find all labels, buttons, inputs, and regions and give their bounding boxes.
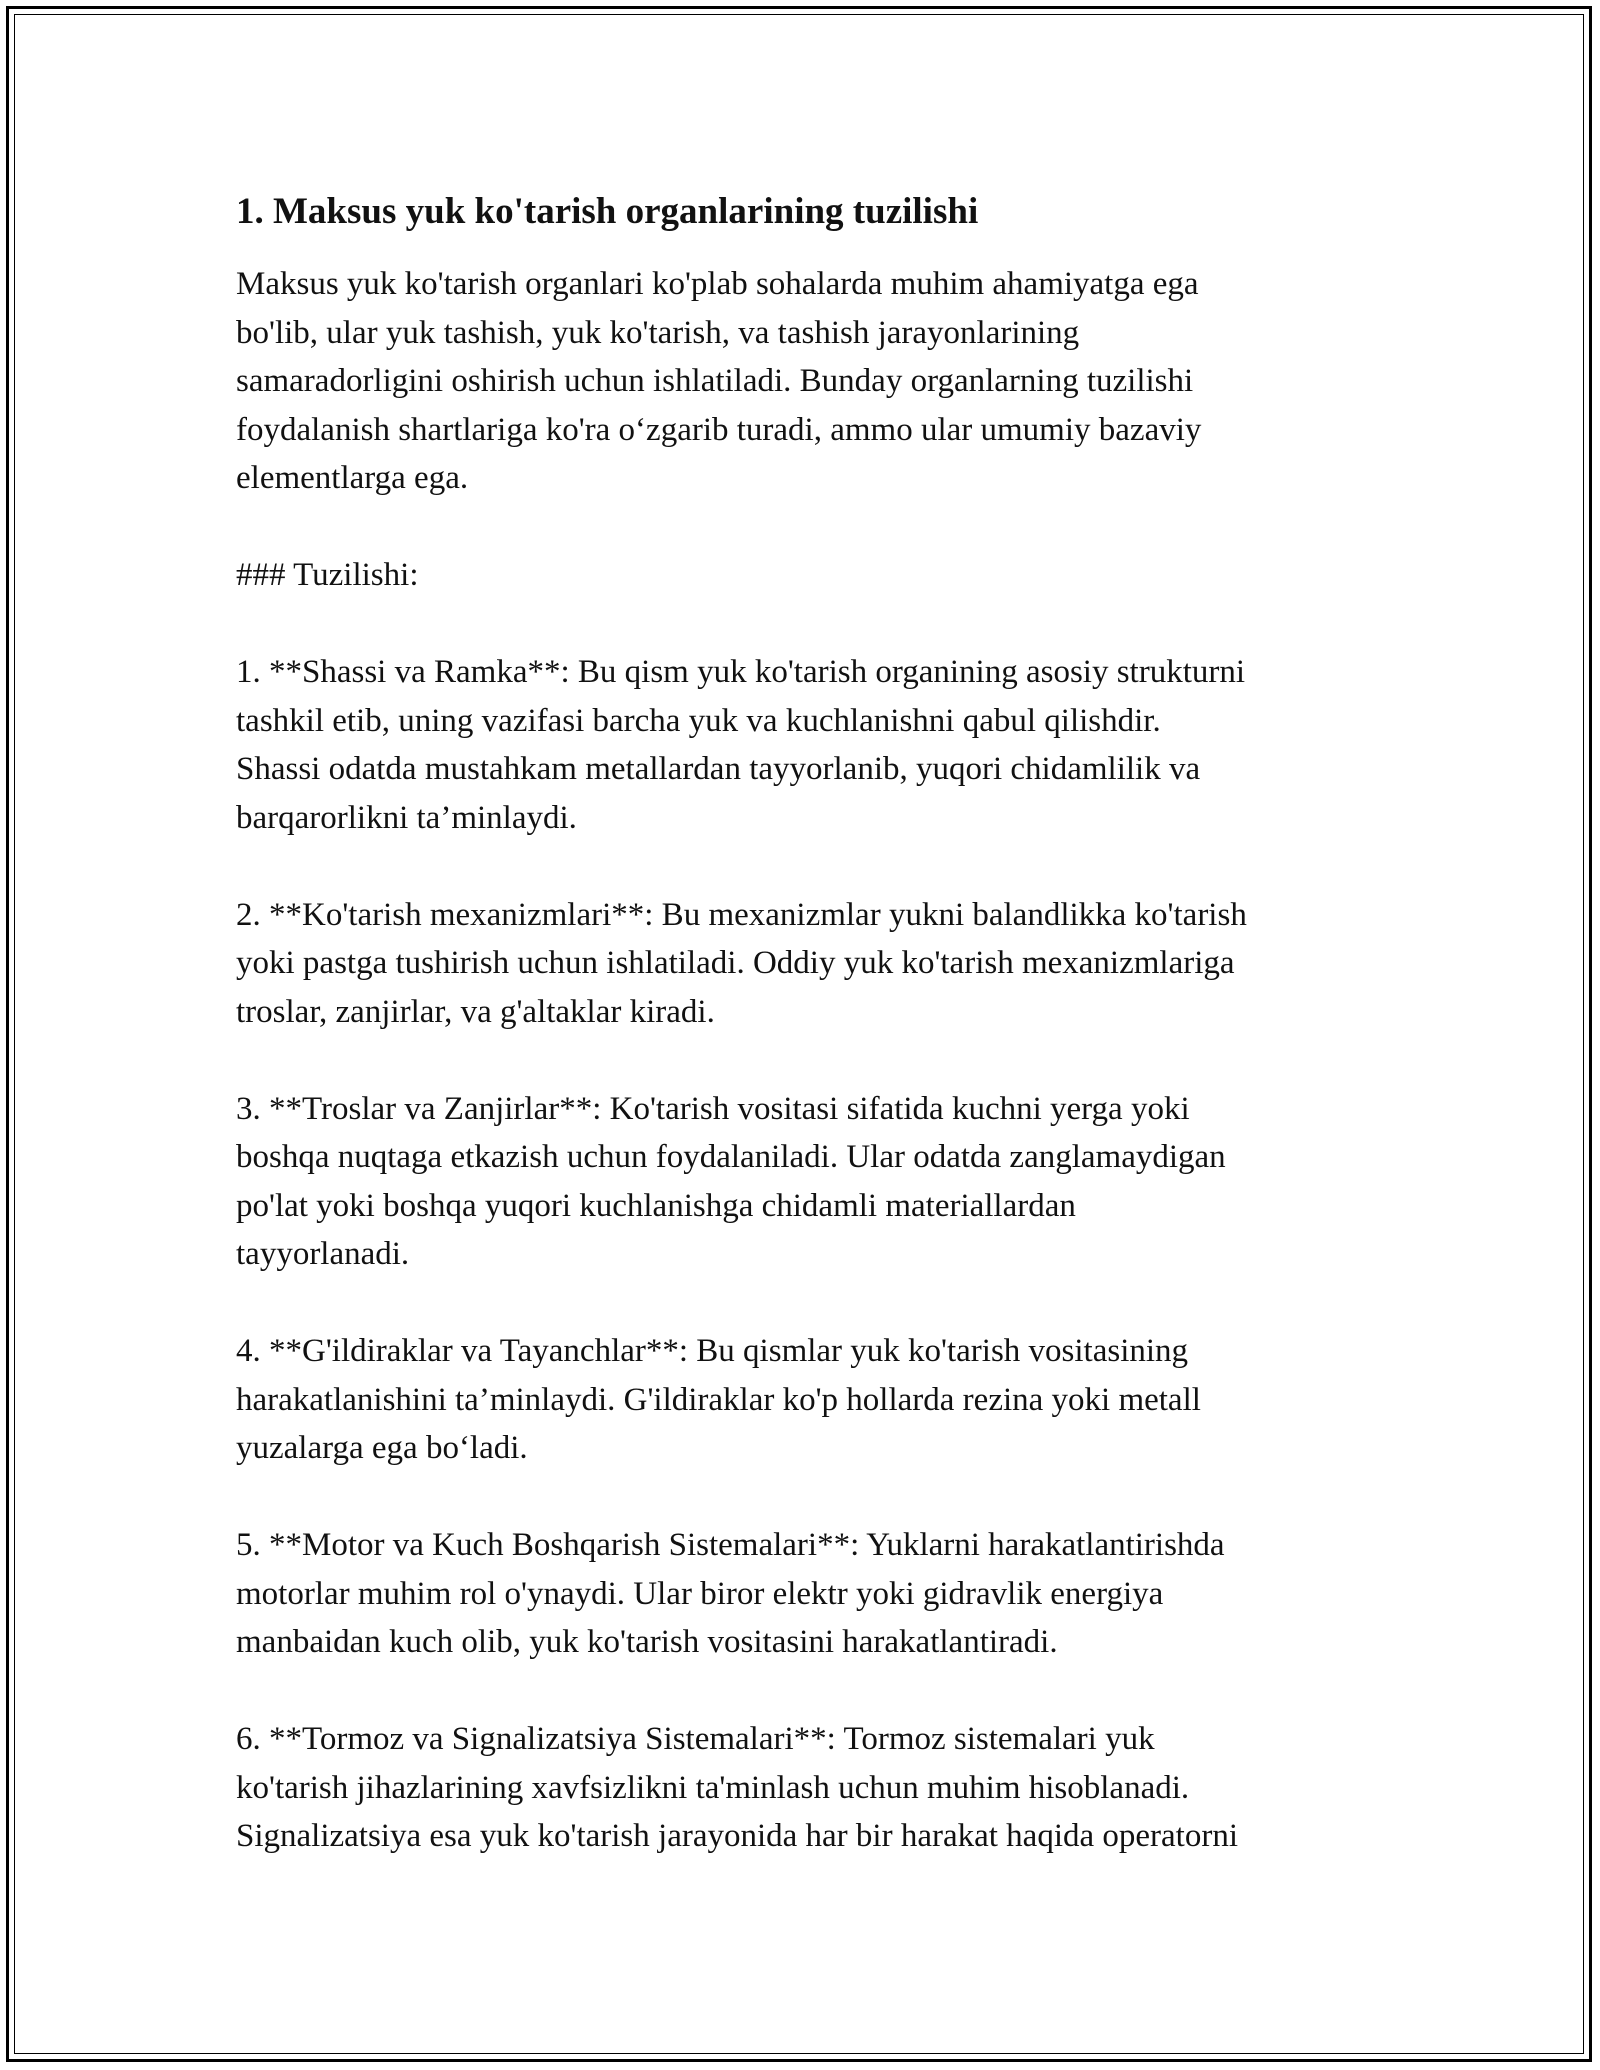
list-item-kotarish-mexanizmlari — [236, 891, 1386, 1037]
text-line: manbaidan kuch olib, yuk ko'tarish vositasini harakatlantiradi. — [236, 1624, 1058, 1660]
document-body — [236, 188, 1386, 1909]
text-line: harakatlanishini ta’minlaydi. G'ildiraklar ko'p hollarda rezina yoki metall — [236, 1381, 1201, 1418]
text-line: 1. **Shassi va Ramka**: Bu qism yuk ko'tarish organining asosiy strukturni — [236, 654, 1246, 690]
text-line: yuzalarga ega bo‘ladi. — [236, 1430, 528, 1466]
intro-paragraph — [236, 260, 1386, 503]
section-heading — [236, 551, 1386, 600]
text-line: foydalanish shartlariga ko'ra o‘zgarib turadi, ammo ular umumiy bazaviy — [236, 411, 1202, 448]
list-item-troslar — [236, 1085, 1386, 1279]
text-line: 6. **Tormoz va Signalizatsiya Sistemalari**: Tormoz sistemalari yuk — [236, 1721, 1155, 1757]
text-line: samaradorligini oshirish uchun ishlatiladi. Bunday organlarning tuzilishi — [236, 363, 1194, 399]
text-line: po'lat yoki boshqa yuqori kuchlanishga chidamli materiallardan — [236, 1187, 1076, 1224]
text-line: 2. **Ko'tarish mexanizmlari**: Bu mexanizmlar yukni balandlikka ko'tarish — [236, 896, 1247, 933]
list-item-tormoz — [236, 1715, 1386, 1861]
text-line: elementlarga ega. — [236, 460, 469, 496]
text-line: ko'tarish jihazlarining xavfsizlikni ta'minlash uchun muhim hisoblanadi. — [236, 1769, 1190, 1806]
text-line: motorlar muhim rol o'ynaydi. Ular biror elektr yoki gidravlik energiya — [236, 1575, 1164, 1612]
text-line: 4. **G'ildiraklar va Tayanchlar**: Bu qismlar yuk ko'tarish vositasining — [236, 1333, 1189, 1369]
list-item-gildiraklar — [236, 1327, 1386, 1473]
text-line: boshqa nuqtaga etkazish uchun foydalaniladi. Ular odatda zanglamaydigan — [236, 1139, 1226, 1175]
list-item-motor — [236, 1521, 1386, 1667]
text-line: barqarorlikni ta’minlaydi. — [236, 799, 577, 836]
list-item-shassi — [236, 648, 1386, 842]
text-line: ### Tuzilishi: — [236, 557, 419, 593]
text-line: 5. **Motor va Kuch Boshqarish Sistemalari**: Yuklarni harakatlantirishda — [236, 1527, 1225, 1563]
text-line: tashkil etib, uning vazifasi barcha yuk va kuchlanishni qabul qilishdir. — [236, 702, 1161, 739]
text-line: Signalizatsiya esa yuk ko'tarish jarayonida har bir harakat haqida operatorni — [236, 1818, 1239, 1854]
text-line: tayyorlanadi. — [236, 1236, 410, 1272]
text-line: yoki pastga tushirish uchun ishlatiladi. Oddiy yuk ko'tarish mexanizmlariga — [236, 945, 1235, 981]
text-line: Shassi odatda mustahkam metallardan tayyorlanib, yuqori chidamlilik va — [236, 751, 1201, 787]
text-line: 3. **Troslar va Zanjirlar**: Ko'tarish vositasi sifatida kuchni yerga yoki — [236, 1090, 1190, 1127]
text-line: Maksus yuk ko'tarish organlari ko'plab sohalarda muhim ahamiyatga ega — [236, 266, 1199, 302]
text-line: troslar, zanjirlar, va g'altaklar kiradi. — [236, 993, 715, 1030]
text-line: bo'lib, ular yuk tashish, yuk ko'tarish, va tashish jarayonlarining — [236, 314, 1080, 351]
document-title: 1. Maksus yuk ko'tarish organlarining tuzilishi — [236, 191, 979, 232]
